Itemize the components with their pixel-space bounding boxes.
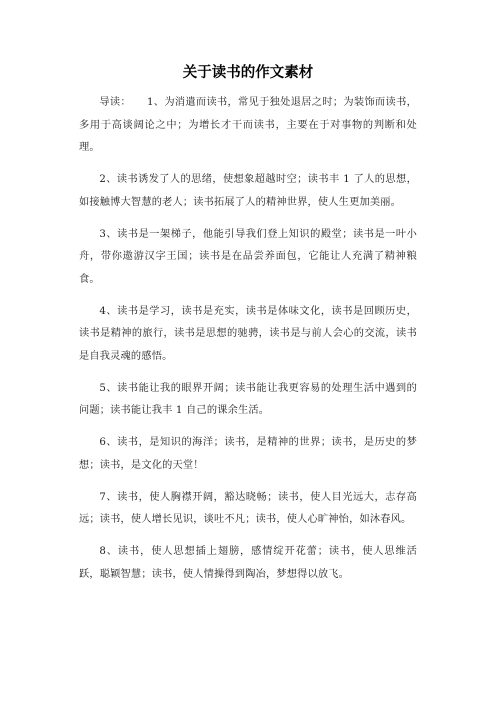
paragraph-8: 8、读书，使人思想插上翅膀，感情绽开花蕾；读书，使人思维活跃，聪颖智慧；读书，使人情操得到陶冶，梦想得以放飞。	[79, 545, 417, 580]
document-body	[79, 92, 417, 595]
paragraph-2: 2、读书诱发了人的思绪，使想象超越时空；读书丰 1 了人的思想，如接触博大智慧的老人；读书拓展了人的精神世界，使人生更加美丽。	[79, 174, 417, 208]
paragraph-3: 3、读书是一架梯子，他能引导我们登上知识的殿堂；读书是一叶小舟，带你遨游汉字王国；读书是在品尝养面包，它能让人充满了精神粮食。	[79, 228, 417, 285]
paragraph-7: 7、读书，使人胸襟开阔，豁达晓畅；读书，使人目光远大，志存高远；读书，使人增长见识，谈吐不凡；读书，使人心旷神怡，如沐春风。	[79, 491, 417, 526]
paragraph-4: 4、读书是学习，读书是充实，读书是体味文化，读书是回顾历史，读书是精神的旅行，读书是思想的驰骋，读书是与前人会心的交流，读书是自我灵魂的感悟。	[79, 305, 417, 363]
paragraph-5: 5、读书能让我的眼界开阔；读书能让我更容易的处理生活中遇到的问题；读书能让我丰 1 自己的课余生活。	[79, 382, 417, 417]
paragraph-6: 6、读书，是知识的海洋；读书，是精神的世界；读书，是历史的梦想；读书，是文化的天堂！	[79, 437, 417, 471]
paragraph-intro: 导读： 1、为消遣而读书，常见于独处退居之时；为装饰而读书，多用于高谈阔论之中；为增长才干而读书，主要在于对事物的判断和处理。	[79, 97, 417, 154]
document-title: 关于读书的作文素材	[182, 65, 314, 81]
